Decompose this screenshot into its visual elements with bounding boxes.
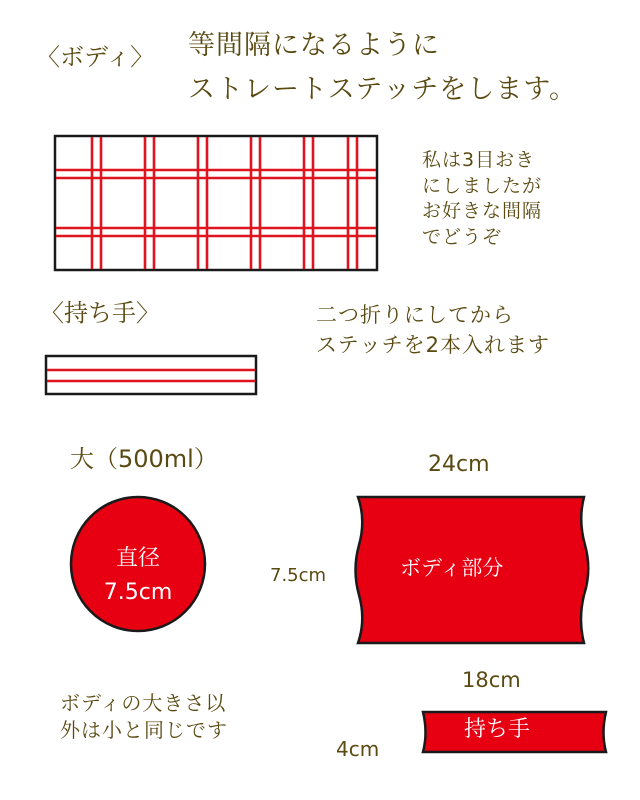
body-width-dimension: 24cm [428, 452, 490, 477]
body-note-line: にしましたが [422, 174, 543, 197]
body-note-line: でどうぞ [422, 225, 503, 248]
handle-note-line: ステッチを2本入れます [316, 333, 550, 358]
circle-label: 直径 [115, 546, 160, 571]
body-height-dimension: 7.5cm [270, 565, 327, 586]
handle-part-label: 持ち手 [464, 717, 531, 742]
body-part-label: ボディ部分 [400, 556, 504, 580]
body-heading: 〈ボディ〉 [36, 43, 155, 71]
title-line-1: 等間隔になるように [188, 30, 440, 61]
handle-note-line: 二つ折りにしてから [316, 303, 514, 327]
body-note-line: 私は3目おき [422, 149, 536, 171]
handle-length-dimension: 18cm [462, 668, 521, 692]
handle-strip-outline [46, 356, 256, 394]
handle-width-dimension: 4cm [336, 737, 380, 761]
body-note-line: お好きな間隔 [422, 200, 543, 223]
circle-value: 7.5cm [103, 580, 173, 605]
size-heading: 大（500ml） [70, 445, 218, 473]
other-note [60, 690, 228, 744]
body-fabric-outline [55, 136, 377, 270]
title-line-2: ストレートステッチをします。 [188, 74, 578, 105]
other-note-line: ボディの大きさ以 [60, 691, 227, 715]
handle-strip-diagram [46, 356, 256, 394]
handle-heading: 〈持ち手〉 [40, 299, 160, 327]
body-fabric-diagram [55, 136, 377, 270]
other-note-line: 外は小と同じです [60, 718, 228, 742]
